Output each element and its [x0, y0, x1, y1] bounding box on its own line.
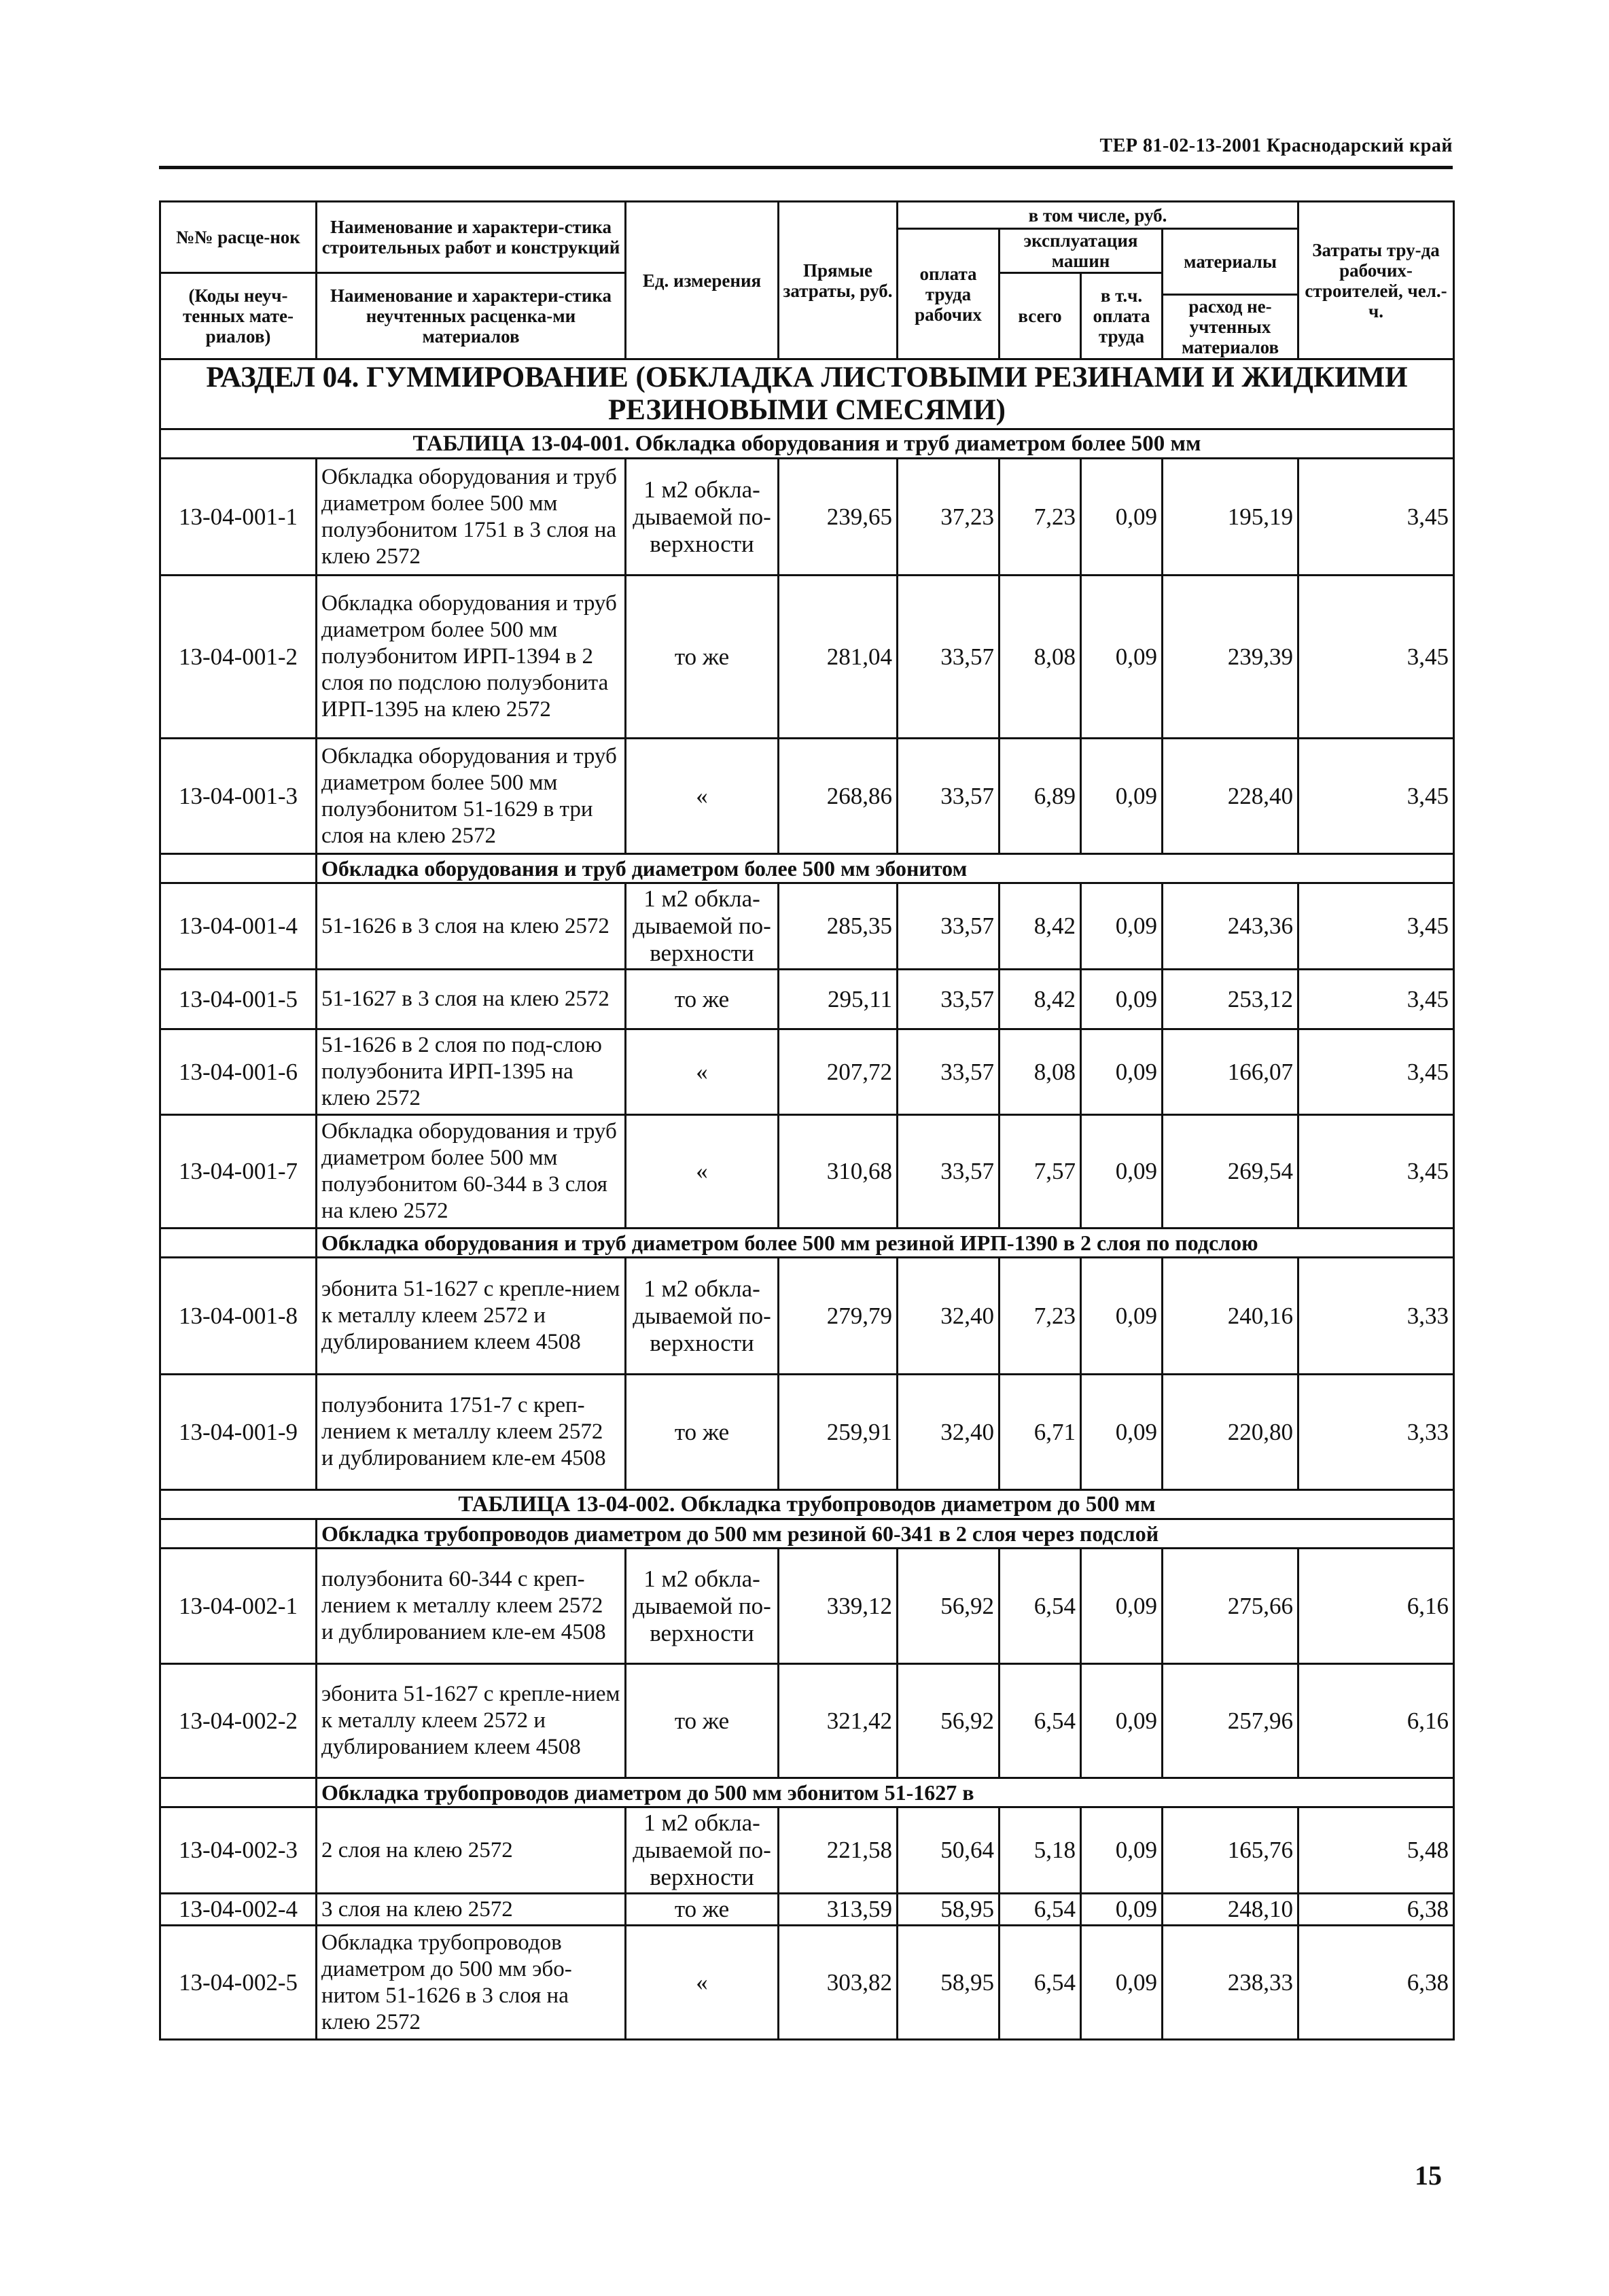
rate-code: 13-04-002-3 [160, 1807, 317, 1894]
rate-code: 13-04-001-7 [160, 1115, 317, 1229]
wage-cost: 56,92 [898, 1549, 1000, 1664]
table-row [160, 1549, 1454, 1664]
unit: то же [626, 576, 779, 739]
unit: то же [626, 1664, 779, 1778]
subheading: Обкладка оборудования и труб диаметром более 500 мм резиной ИРП-1390 в 2 слоя по подслою [317, 1229, 1454, 1258]
machines-wage-cost: 0,09 [1081, 1807, 1163, 1894]
machines-wage-cost: 0,09 [1081, 1258, 1163, 1375]
work-name: Обкладка трубопроводов диаметром до 500 мм эбо-нитом 51-1626 в 3 слоя на клею 2572 [317, 1926, 626, 2040]
machines-wage-cost: 0,09 [1081, 1926, 1163, 2040]
col-code-top: №№ расце-нок [160, 202, 317, 273]
wage-cost: 56,92 [898, 1664, 1000, 1778]
direct-cost: 281,04 [779, 576, 898, 739]
rate-code: 13-04-001-1 [160, 459, 317, 576]
materials-cost: 195,19 [1163, 459, 1298, 576]
labor-cost: 5,48 [1298, 1807, 1454, 1894]
table-row [160, 1807, 1454, 1894]
materials-cost: 275,66 [1163, 1549, 1298, 1664]
direct-cost: 310,68 [779, 1115, 898, 1229]
rate-code: 13-04-002-5 [160, 1926, 317, 2040]
direct-cost: 285,35 [779, 883, 898, 970]
machines-wage-cost: 0,09 [1081, 1029, 1163, 1115]
work-name: Обкладка оборудования и труб диаметром более 500 мм полуэбонитом 1751 в 3 слоя на клею 2572 [317, 459, 626, 576]
labor-cost: 6,38 [1298, 1894, 1454, 1926]
machines-wage-cost: 0,09 [1081, 970, 1163, 1029]
labor-cost: 3,45 [1298, 739, 1454, 854]
wage-cost: 37,23 [898, 459, 1000, 576]
machines-wage-cost: 0,09 [1081, 739, 1163, 854]
machines-wage-cost: 0,09 [1081, 1115, 1163, 1229]
labor-cost: 3,45 [1298, 576, 1454, 739]
machines-cost: 7,23 [1000, 459, 1081, 576]
machines-cost: 8,08 [1000, 1029, 1081, 1115]
direct-cost: 259,91 [779, 1375, 898, 1490]
rate-code: 13-04-001-5 [160, 970, 317, 1029]
materials-cost: 257,96 [1163, 1664, 1298, 1778]
direct-cost: 303,82 [779, 1926, 898, 2040]
subheading: Обкладка трубопроводов диаметром до 500 мм эбонитом 51-1627 в [317, 1778, 1454, 1807]
wage-cost: 33,57 [898, 1115, 1000, 1229]
col-machines: эксплуатация машин [1000, 229, 1163, 273]
direct-cost: 321,42 [779, 1664, 898, 1778]
unit: то же [626, 970, 779, 1029]
work-name: 51-1627 в 3 слоя на клею 2572 [317, 970, 626, 1029]
empty-cell [160, 1778, 317, 1807]
materials-cost: 253,12 [1163, 970, 1298, 1029]
rate-code: 13-04-002-1 [160, 1549, 317, 1664]
unit: то же [626, 1375, 779, 1490]
rate-code: 13-04-001-4 [160, 883, 317, 970]
materials-cost: 243,36 [1163, 883, 1298, 970]
materials-cost: 165,76 [1163, 1807, 1298, 1894]
col-labor: Затраты тру-да рабочих-строителей, чел.-ч. [1298, 202, 1454, 359]
col-machines-total: всего [1000, 273, 1081, 359]
col-incl: в том числе, руб. [898, 202, 1298, 229]
materials-cost: 239,39 [1163, 576, 1298, 739]
wage-cost: 58,95 [898, 1894, 1000, 1926]
empty-cell [160, 854, 317, 883]
labor-cost: 3,45 [1298, 459, 1454, 576]
wage-cost: 33,57 [898, 576, 1000, 739]
machines-cost: 6,71 [1000, 1375, 1081, 1490]
work-name: 2 слоя на клею 2572 [317, 1807, 626, 1894]
unit: « [626, 1926, 779, 2040]
col-materials-sub: расход не-учтенных материалов [1163, 295, 1298, 359]
col-name-top: Наименование и характери-стика строительных работ и конструкций [317, 202, 626, 273]
direct-cost: 207,72 [779, 1029, 898, 1115]
table-body [160, 359, 1454, 2040]
labor-cost: 3,45 [1298, 970, 1454, 1029]
work-name: 3 слоя на клею 2572 [317, 1894, 626, 1926]
materials-cost: 240,16 [1163, 1258, 1298, 1375]
direct-cost: 339,12 [779, 1549, 898, 1664]
page-number: 15 [1415, 2160, 1442, 2191]
unit: 1 м2 обкла-дываемой по-верхности [626, 459, 779, 576]
wage-cost: 33,57 [898, 883, 1000, 970]
work-name: полуэбонита 1751-7 с креп-лением к металлу клеем 2572 и дублированием кле-ем 4508 [317, 1375, 626, 1490]
machines-wage-cost: 0,09 [1081, 1549, 1163, 1664]
table-row [160, 1926, 1454, 2040]
rate-code: 13-04-001-3 [160, 739, 317, 854]
labor-cost: 3,45 [1298, 1029, 1454, 1115]
machines-cost: 8,08 [1000, 576, 1081, 739]
col-code-bottom: (Коды неуч-тенных мате-риалов) [160, 273, 317, 359]
machines-cost: 6,54 [1000, 1926, 1081, 2040]
unit: « [626, 1115, 779, 1229]
table-row [160, 1029, 1454, 1115]
machines-cost: 6,54 [1000, 1894, 1081, 1926]
machines-wage-cost: 0,09 [1081, 459, 1163, 576]
wage-cost: 33,57 [898, 1029, 1000, 1115]
table-title-row [160, 1490, 1454, 1519]
materials-cost: 166,07 [1163, 1029, 1298, 1115]
unit: 1 м2 обкла-дываемой по-верхности [626, 883, 779, 970]
materials-cost: 248,10 [1163, 1894, 1298, 1926]
direct-cost: 268,86 [779, 739, 898, 854]
direct-cost: 221,58 [779, 1807, 898, 1894]
subheading-row [160, 854, 1454, 883]
labor-cost: 6,16 [1298, 1664, 1454, 1778]
labor-cost: 3,33 [1298, 1375, 1454, 1490]
table-row [160, 459, 1454, 576]
table-row [160, 883, 1454, 970]
table-row [160, 1894, 1454, 1926]
materials-cost: 228,40 [1163, 739, 1298, 854]
machines-cost: 6,54 [1000, 1664, 1081, 1778]
materials-cost: 269,54 [1163, 1115, 1298, 1229]
rate-code: 13-04-001-9 [160, 1375, 317, 1490]
direct-cost: 279,79 [779, 1258, 898, 1375]
work-name: Обкладка оборудования и труб диаметром более 500 мм полуэбонитом ИРП-1394 в 2 слоя по подслою полуэбонита ИРП-1395 на клею 2572 [317, 576, 626, 739]
table-row [160, 1115, 1454, 1229]
wage-cost: 58,95 [898, 1926, 1000, 2040]
work-name: полуэбонита 60-344 с креп-лением к металлу клеем 2572 и дублированием кле-ем 4508 [317, 1549, 626, 1664]
col-machines-wage: в т.ч. оплата труда [1081, 273, 1163, 359]
subheading-row [160, 1519, 1454, 1549]
machines-cost: 6,89 [1000, 739, 1081, 854]
machines-cost: 8,42 [1000, 970, 1081, 1029]
machines-wage-cost: 0,09 [1081, 883, 1163, 970]
work-name: эбонита 51-1627 с крепле-нием к металлу клеем 2572 и дублированием клеем 4508 [317, 1664, 626, 1778]
table-title-row [160, 429, 1454, 459]
table-title: ТАБЛИЦА 13-04-001. Обкладка оборудования и труб диаметром более 500 мм [160, 429, 1454, 459]
table-title: ТАБЛИЦА 13-04-002. Обкладка трубопроводов диаметром до 500 мм [160, 1490, 1454, 1519]
materials-cost: 238,33 [1163, 1926, 1298, 2040]
col-materials: материалы [1163, 229, 1298, 295]
rate-code: 13-04-001-8 [160, 1258, 317, 1375]
work-name: Обкладка оборудования и труб диаметром более 500 мм полуэбонитом 51-1629 в три слоя на клею 2572 [317, 739, 626, 854]
wage-cost: 33,57 [898, 739, 1000, 854]
empty-cell [160, 1519, 317, 1549]
table-row [160, 1664, 1454, 1778]
subheading: Обкладка оборудования и труб диаметром более 500 мм эбонитом [317, 854, 1454, 883]
machines-wage-cost: 0,09 [1081, 1664, 1163, 1778]
rate-code: 13-04-001-2 [160, 576, 317, 739]
rate-code: 13-04-001-6 [160, 1029, 317, 1115]
machines-cost: 8,42 [1000, 883, 1081, 970]
machines-wage-cost: 0,09 [1081, 576, 1163, 739]
work-name: 51-1626 в 2 слоя по под-слою полуэбонита ИРП-1395 на клею 2572 [317, 1029, 626, 1115]
direct-cost: 313,59 [779, 1894, 898, 1926]
machines-wage-cost: 0,09 [1081, 1894, 1163, 1926]
col-direct: Прямые затраты, руб. [779, 202, 898, 359]
table-row [160, 576, 1454, 739]
unit: « [626, 1029, 779, 1115]
unit: 1 м2 обкла-дываемой по-верхности [626, 1549, 779, 1664]
col-name-bottom: Наименование и характери-стика неучтенных расценка-ми материалов [317, 273, 626, 359]
table-row [160, 1375, 1454, 1490]
unit: то же [626, 1894, 779, 1926]
wage-cost: 32,40 [898, 1375, 1000, 1490]
wage-cost: 33,57 [898, 970, 1000, 1029]
rate-code: 13-04-002-2 [160, 1664, 317, 1778]
labor-cost: 3,45 [1298, 1115, 1454, 1229]
materials-cost: 220,80 [1163, 1375, 1298, 1490]
machines-cost: 7,57 [1000, 1115, 1081, 1229]
work-name: 51-1626 в 3 слоя на клею 2572 [317, 883, 626, 970]
direct-cost: 295,11 [779, 970, 898, 1029]
section-title: РАЗДЕЛ 04. ГУММИРОВАНИЕ (ОБКЛАДКА ЛИСТОВЫМИ РЕЗИНАМИ И ЖИДКИМИ РЕЗИНОВЫМИ СМЕСЯМИ) [160, 359, 1454, 429]
work-name: Обкладка оборудования и труб диаметром более 500 мм полуэбонитом 60-344 в 3 слоя на клею 2572 [317, 1115, 626, 1229]
header-rule [159, 166, 1453, 169]
rates-table [159, 200, 1455, 2041]
subheading-row [160, 1229, 1454, 1258]
unit: 1 м2 обкла-дываемой по-верхности [626, 1258, 779, 1375]
unit: « [626, 739, 779, 854]
machines-wage-cost: 0,09 [1081, 1375, 1163, 1490]
table-row [160, 739, 1454, 854]
unit: 1 м2 обкла-дываемой по-верхности [626, 1807, 779, 1894]
labor-cost: 6,38 [1298, 1926, 1454, 2040]
col-unit: Ед. измерения [626, 202, 779, 359]
empty-cell [160, 1229, 317, 1258]
subheading-row [160, 1778, 1454, 1807]
table-row [160, 970, 1454, 1029]
direct-cost: 239,65 [779, 459, 898, 576]
document-header: ТЕР 81-02-13-2001 Краснодарский край [1099, 135, 1453, 156]
wage-cost: 32,40 [898, 1258, 1000, 1375]
machines-cost: 7,23 [1000, 1258, 1081, 1375]
section-title-row [160, 359, 1454, 429]
machines-cost: 5,18 [1000, 1807, 1081, 1894]
table-row [160, 1258, 1454, 1375]
machines-cost: 6,54 [1000, 1549, 1081, 1664]
work-name: эбонита 51-1627 с крепле-нием к металлу клеем 2572 и дублированием клеем 4508 [317, 1258, 626, 1375]
wage-cost: 50,64 [898, 1807, 1000, 1894]
labor-cost: 6,16 [1298, 1549, 1454, 1664]
rate-code: 13-04-002-4 [160, 1894, 317, 1926]
labor-cost: 3,45 [1298, 883, 1454, 970]
labor-cost: 3,33 [1298, 1258, 1454, 1375]
subheading: Обкладка трубопроводов диаметром до 500 мм резиной 60-341 в 2 слоя через подслой [317, 1519, 1454, 1549]
col-wage: оплата труда рабочих [898, 229, 1000, 359]
